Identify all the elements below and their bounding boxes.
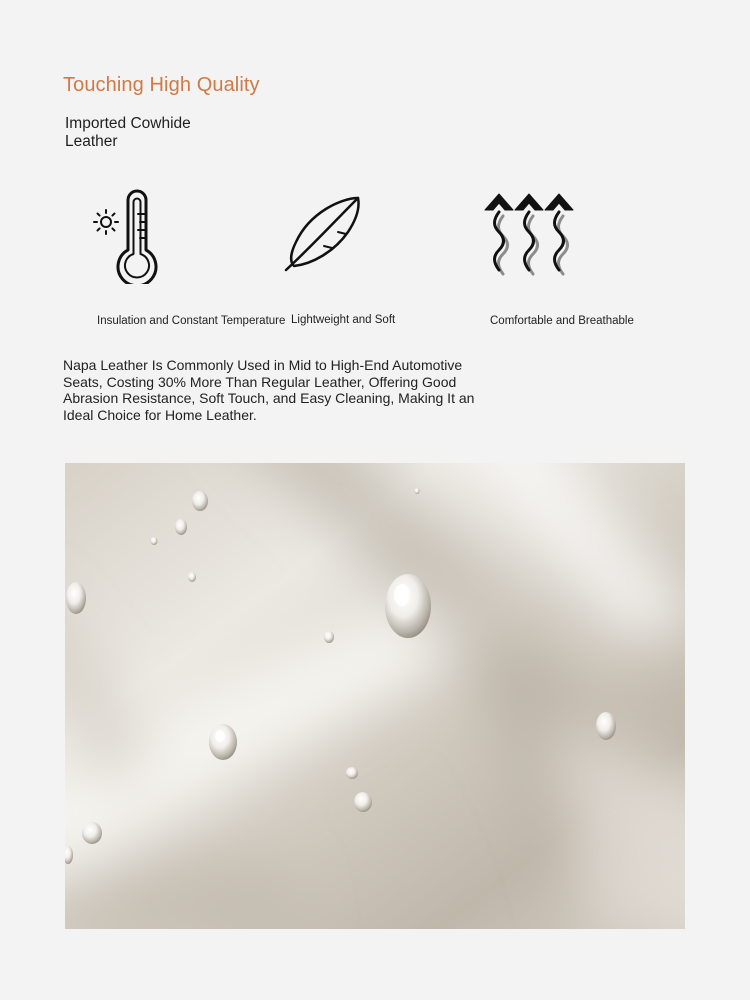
feature-breathable [460, 188, 670, 338]
feature-insulation [60, 188, 286, 338]
feature-lightweight [260, 188, 470, 338]
product-description: Napa Leather Is Commonly Used in Mid to High-End Automotive Seats, Costing 30% More Than Regular Leather, Offering Good Abrasion Resistance, Soft Touch, and Easy Cleaning, Making It an Ideal Choice for Home Leather. [63, 357, 475, 423]
section-subtitle: Imported Cowhide Leather [65, 115, 191, 150]
feature-label: Insulation and Constant Temperature [97, 315, 286, 327]
section-title: Touching High Quality [63, 74, 260, 96]
feature-label: Lightweight and Soft [291, 314, 396, 326]
feature-label: Comfortable and Breathable [490, 315, 634, 327]
leather-texture-image [65, 463, 685, 929]
thermometer-sun-icon [60, 188, 270, 284]
feather-icon [260, 188, 470, 284]
breathable-arrows-icon [460, 188, 670, 284]
leather-water-droplets-illustration [65, 463, 685, 929]
